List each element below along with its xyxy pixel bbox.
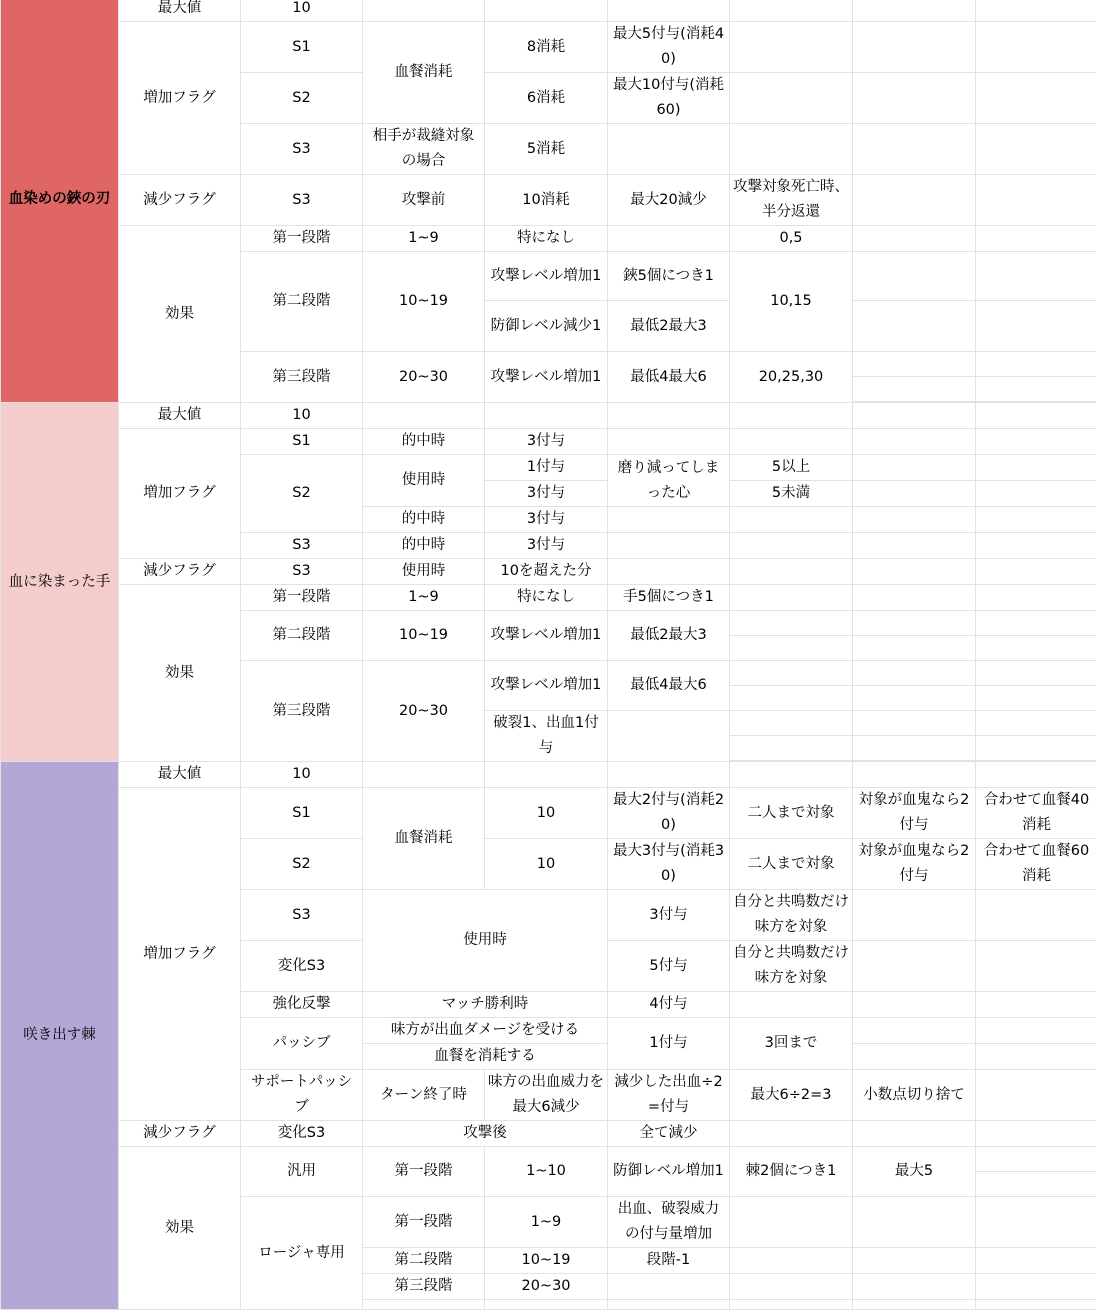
thorn-hs3-val: 5付与 — [608, 941, 730, 992]
empty-cell — [730, 507, 853, 533]
blade-st1-label: 第一段階 — [241, 226, 363, 252]
empty-cell — [730, 22, 853, 73]
empty-cell — [730, 1197, 853, 1248]
thorn-s2-target: 二人まで対象 — [730, 839, 853, 890]
hand-s3-key: S3 — [241, 533, 363, 559]
empty-cell — [363, 403, 485, 429]
empty-cell — [976, 352, 1096, 377]
hand-s2-val-b: 3付与 — [485, 481, 608, 507]
empty-cell — [976, 890, 1096, 941]
thorn-passive-val: 1付与 — [608, 1018, 730, 1070]
empty-cell — [976, 455, 1096, 481]
empty-cell — [853, 226, 976, 252]
blade-st2-note2: 最低2最大3 — [608, 301, 730, 352]
empty-cell — [976, 611, 1096, 636]
empty-cell — [853, 1121, 976, 1147]
empty-cell — [730, 611, 853, 636]
thorn-counter-key: 強化反撃 — [241, 992, 363, 1018]
empty-cell — [853, 507, 976, 533]
empty-cell — [976, 1147, 1096, 1172]
empty-cell — [853, 175, 976, 226]
empty-cell — [976, 0, 1096, 22]
hand-st2-label: 第二段階 — [241, 611, 363, 661]
empty-cell — [730, 686, 853, 711]
empty-cell — [976, 1172, 1096, 1197]
hand-dec-val: 10を超えた分 — [485, 559, 608, 585]
thorn-passive-cond1: 味方が出血ダメージを受ける — [363, 1018, 608, 1044]
section-blade-name: 血染めの鋏の刃 — [1, 0, 119, 403]
hand-st1-label: 第一段階 — [241, 585, 363, 611]
empty-cell — [853, 890, 976, 941]
empty-cell — [853, 585, 976, 611]
empty-cell — [976, 941, 1096, 992]
empty-cell — [976, 22, 1096, 73]
blade-eff-label: 効果 — [119, 226, 241, 403]
empty-cell — [853, 736, 976, 761]
hand-s2-val-c: 3付与 — [485, 507, 608, 533]
blade-s3-cond: 相手が裁縫対象の場合 — [363, 124, 485, 175]
empty-cell — [976, 585, 1096, 611]
thorn-support-key: サポートパッシブ — [241, 1070, 363, 1121]
hand-st1-desc: 特になし — [485, 585, 608, 611]
blade-s2-cost: 6消耗 — [485, 73, 608, 124]
blade-dec-label: 減少フラグ — [119, 175, 241, 226]
hand-s2-cond-hit: 的中時 — [363, 507, 485, 533]
hand-s1-key: S1 — [241, 429, 363, 455]
empty-cell — [730, 1300, 853, 1310]
empty-cell — [976, 403, 1096, 429]
empty-cell — [608, 1300, 730, 1310]
thorn-max-label: 最大値 — [119, 762, 241, 788]
hand-s3-val: 3付与 — [485, 533, 608, 559]
empty-cell — [730, 636, 853, 661]
empty-cell — [730, 1121, 853, 1147]
empty-cell — [608, 1274, 730, 1300]
blade-s3-key: S3 — [241, 124, 363, 175]
empty-cell — [976, 124, 1096, 175]
empty-cell — [853, 711, 976, 736]
hand-s1-cond: 的中時 — [363, 429, 485, 455]
thorn-dec-cond: 攻撃後 — [363, 1121, 608, 1147]
thorn-s1-cond: 血餐消耗 — [363, 788, 485, 890]
blade-st3-vals: 20,25,30 — [730, 352, 853, 403]
thorn-s2-note: 最大3付与(消耗30) — [608, 839, 730, 890]
empty-cell — [976, 1248, 1096, 1274]
hand-dec-key: S3 — [241, 559, 363, 585]
thorn-support-desc: 味方の出血威力を最大6減少 — [485, 1070, 608, 1121]
empty-cell — [976, 73, 1096, 124]
empty-cell — [976, 301, 1096, 352]
thorn-s1-target: 二人まで対象 — [730, 788, 853, 839]
hand-eff-label: 効果 — [119, 585, 241, 762]
thorn-s2-cost: 10 — [485, 839, 608, 890]
hand-max-value: 10 — [241, 403, 363, 429]
empty-cell — [730, 736, 853, 761]
empty-cell — [976, 1274, 1096, 1300]
empty-cell — [730, 429, 853, 455]
empty-cell — [853, 611, 976, 636]
empty-cell — [853, 992, 976, 1018]
empty-cell — [853, 252, 976, 301]
empty-cell — [608, 0, 730, 22]
empty-cell — [608, 711, 730, 762]
thorn-rodya-label: ロージャ専用 — [241, 1197, 363, 1310]
empty-cell — [608, 762, 730, 788]
empty-cell — [853, 0, 976, 22]
empty-cell — [853, 73, 976, 124]
empty-cell — [976, 1018, 1096, 1044]
blade-st1-vals: 0,5 — [730, 226, 853, 252]
thorn-rodya-st2-desc: 段階-1 — [608, 1248, 730, 1274]
hand-s2-key: S2 — [241, 455, 363, 533]
blade-st3-desc: 攻撃レベル増加1 — [485, 352, 608, 403]
hand-dec-cond: 使用時 — [363, 559, 485, 585]
hand-st1-range: 1~9 — [363, 585, 485, 611]
hand-st3-range: 20~30 — [363, 661, 485, 762]
empty-cell — [363, 762, 485, 788]
thorn-s3-note: 自分と共鳴数だけ味方を対象 — [730, 890, 853, 941]
empty-cell — [853, 1018, 976, 1044]
empty-cell — [730, 1248, 853, 1274]
thorn-rodya-st3-range: 20~30 — [485, 1274, 608, 1300]
empty-cell — [853, 301, 976, 352]
thorn-s3-cond: 使用時 — [363, 890, 608, 992]
hand-s2-buff: 磨り減ってしまった心 — [608, 455, 730, 507]
empty-cell — [730, 0, 853, 22]
thorn-rodya-st1-desc: 出血、破裂威力の付与量増加 — [608, 1197, 730, 1248]
blade-st2-range: 10~19 — [363, 252, 485, 352]
blade-dec-note: 最大20減少 — [608, 175, 730, 226]
hand-s2-lim-b: 5未満 — [730, 481, 853, 507]
empty-cell — [853, 429, 976, 455]
empty-cell — [608, 403, 730, 429]
empty-cell — [485, 0, 608, 22]
blade-st2-vals: 10,15 — [730, 252, 853, 352]
thorn-s3-key: S3 — [241, 890, 363, 941]
empty-cell — [853, 1044, 976, 1070]
empty-cell — [853, 1248, 976, 1274]
empty-cell — [363, 0, 485, 22]
blade-dec-extra: 攻撃対象死亡時、半分返還 — [730, 175, 853, 226]
empty-cell — [853, 403, 976, 429]
hand-st3-note1: 最低4最大6 — [608, 661, 730, 711]
empty-cell — [730, 711, 853, 736]
empty-cell — [976, 1300, 1096, 1310]
empty-cell — [730, 124, 853, 175]
thorn-hs3-key: 変化S3 — [241, 941, 363, 992]
blade-st3-label: 第三段階 — [241, 352, 363, 403]
thorn-general-st: 第一段階 — [363, 1147, 485, 1197]
empty-cell — [853, 686, 976, 711]
empty-cell — [976, 377, 1096, 402]
blade-st2-desc1: 攻撃レベル増加1 — [485, 252, 608, 301]
empty-cell — [853, 559, 976, 585]
hand-st2-note: 最低2最大3 — [608, 611, 730, 661]
blade-s1-cond: 血餐消耗 — [363, 22, 485, 124]
thorn-eff-label: 効果 — [119, 1147, 241, 1310]
thorn-rodya-st2-range: 10~19 — [485, 1248, 608, 1274]
blade-max-label: 最大値 — [119, 0, 241, 22]
empty-cell — [608, 226, 730, 252]
hand-st3-label: 第三段階 — [241, 661, 363, 762]
empty-cell — [853, 636, 976, 661]
thorn-rodya-st2-label: 第二段階 — [363, 1248, 485, 1274]
blade-st2-note1: 鋏5個につき1 — [608, 252, 730, 301]
thorn-support-cond: ターン終了時 — [363, 1070, 485, 1121]
thorn-s2-total: 合わせて血餐60消耗 — [976, 839, 1096, 890]
empty-cell — [853, 1300, 976, 1310]
empty-cell — [730, 661, 853, 686]
empty-cell — [853, 941, 976, 992]
empty-cell — [853, 661, 976, 686]
empty-cell — [608, 124, 730, 175]
hand-st2-desc: 攻撃レベル増加1 — [485, 611, 608, 661]
empty-cell — [976, 175, 1096, 226]
empty-cell — [853, 377, 976, 402]
thorn-s1-cost: 10 — [485, 788, 608, 839]
thorn-general-note: 棘2個につき1 — [730, 1147, 853, 1197]
hand-s2-lim-a: 5以上 — [730, 455, 853, 481]
empty-cell — [730, 762, 853, 788]
thorn-passive-limit: 3回まで — [730, 1018, 853, 1070]
blade-dec-cost: 10消耗 — [485, 175, 608, 226]
empty-cell — [976, 252, 1096, 301]
hand-s3-cond: 的中時 — [363, 533, 485, 559]
empty-cell — [853, 762, 976, 788]
empty-cell — [976, 711, 1096, 736]
empty-cell — [853, 124, 976, 175]
empty-cell — [976, 533, 1096, 559]
blade-dec-cond: 攻撃前 — [363, 175, 485, 226]
thorn-general-desc: 防御レベル増加1 — [608, 1147, 730, 1197]
hand-s1-val: 3付与 — [485, 429, 608, 455]
blade-s1-cost: 8消耗 — [485, 22, 608, 73]
blade-s1-note: 最大5付与(消耗40) — [608, 22, 730, 73]
blade-st2-label: 第二段階 — [241, 252, 363, 352]
empty-cell — [608, 429, 730, 455]
empty-cell — [976, 686, 1096, 711]
empty-cell — [730, 73, 853, 124]
thorn-dec-label: 減少フラグ — [119, 1121, 241, 1147]
empty-cell — [853, 455, 976, 481]
thorn-s1-total: 合わせて血餐40消耗 — [976, 788, 1096, 839]
blade-st1-desc: 特になし — [485, 226, 608, 252]
empty-cell — [730, 403, 853, 429]
hand-s2-val-a: 1付与 — [485, 455, 608, 481]
empty-cell — [608, 533, 730, 559]
empty-cell — [853, 22, 976, 73]
thorn-dec-val: 全て減少 — [608, 1121, 730, 1147]
empty-cell — [976, 1044, 1096, 1070]
thorn-hs3-note: 自分と共鳴数だけ味方を対象 — [730, 941, 853, 992]
blade-s2-key: S2 — [241, 73, 363, 124]
thorn-counter-cond: マッチ勝利時 — [363, 992, 608, 1018]
blade-s1-key: S1 — [241, 22, 363, 73]
empty-cell — [730, 992, 853, 1018]
empty-cell — [853, 481, 976, 507]
thorn-s2-extra: 対象が血鬼なら2付与 — [853, 839, 976, 890]
empty-cell — [976, 992, 1096, 1018]
empty-cell — [976, 636, 1096, 661]
blade-st3-note: 最低4最大6 — [608, 352, 730, 403]
thorn-max-value: 10 — [241, 762, 363, 788]
empty-cell — [976, 481, 1096, 507]
thorn-support-calc: 減少した出血÷2=付与 — [608, 1070, 730, 1121]
blade-dec-key: S3 — [241, 175, 363, 226]
hand-dec-label: 減少フラグ — [119, 559, 241, 585]
thorn-s2-key: S2 — [241, 839, 363, 890]
hand-s2-cond-use: 使用時 — [363, 455, 485, 507]
thorn-inc-label: 増加フラグ — [119, 788, 241, 1121]
blade-s2-note: 最大10付与(消耗60) — [608, 73, 730, 124]
empty-cell — [485, 1300, 608, 1310]
blade-st1-range: 1~9 — [363, 226, 485, 252]
empty-cell — [976, 559, 1096, 585]
empty-cell — [976, 1070, 1096, 1121]
thorn-support-max: 最大6÷2=3 — [730, 1070, 853, 1121]
thorn-s1-note: 最大2付与(消耗20) — [608, 788, 730, 839]
hand-st3-desc2: 破裂1、出血1付与 — [485, 711, 608, 762]
thorn-passive-key: パッシブ — [241, 1018, 363, 1070]
thorn-general-range: 1~10 — [485, 1147, 608, 1197]
blade-st2-desc2: 防御レベル減少1 — [485, 301, 608, 352]
empty-cell — [976, 429, 1096, 455]
hand-max-label: 最大値 — [119, 403, 241, 429]
empty-cell — [853, 1274, 976, 1300]
empty-cell — [485, 762, 608, 788]
empty-cell — [608, 507, 730, 533]
empty-cell — [730, 559, 853, 585]
blade-st3-range: 20~30 — [363, 352, 485, 403]
thorn-support-round: 小数点切り捨て — [853, 1070, 976, 1121]
empty-cell — [853, 1197, 976, 1248]
blade-max-value: 10 — [241, 0, 363, 22]
blade-inc-label: 増加フラグ — [119, 22, 241, 175]
empty-cell — [976, 736, 1096, 761]
thorn-rodya-st1-range: 1~9 — [485, 1197, 608, 1248]
thorn-general-label: 汎用 — [241, 1147, 363, 1197]
hand-inc-label: 増加フラグ — [119, 429, 241, 559]
empty-cell — [853, 533, 976, 559]
thorn-s1-key: S1 — [241, 788, 363, 839]
hand-st3-desc1: 攻撃レベル増加1 — [485, 661, 608, 711]
thorn-dec-key: 変化S3 — [241, 1121, 363, 1147]
empty-cell — [976, 661, 1096, 686]
empty-cell — [976, 507, 1096, 533]
section-thorn-name: 咲き出す棘 — [1, 762, 119, 1310]
empty-cell — [363, 1300, 485, 1310]
empty-cell — [976, 1121, 1096, 1147]
empty-cell — [730, 1274, 853, 1300]
empty-cell — [730, 585, 853, 611]
hand-st1-note: 手5個につき1 — [608, 585, 730, 611]
hand-st2-range: 10~19 — [363, 611, 485, 661]
blade-s3-cost: 5消耗 — [485, 124, 608, 175]
empty-cell — [976, 1197, 1096, 1248]
section-hand-name: 血に染まった手 — [1, 403, 119, 762]
empty-cell — [853, 352, 976, 377]
empty-cell — [976, 226, 1096, 252]
empty-cell — [976, 762, 1096, 788]
thorn-passive-cond2: 血餐を消耗する — [363, 1044, 608, 1070]
thorn-general-max: 最大5 — [853, 1147, 976, 1197]
thorn-counter-val: 4付与 — [608, 992, 730, 1018]
thorn-rodya-st1-label: 第一段階 — [363, 1197, 485, 1248]
empty-cell — [608, 559, 730, 585]
thorn-s3-val: 3付与 — [608, 890, 730, 941]
empty-cell — [730, 533, 853, 559]
empty-cell — [485, 403, 608, 429]
thorn-rodya-st3-label: 第三段階 — [363, 1274, 485, 1300]
thorn-s1-extra: 対象が血鬼なら2付与 — [853, 788, 976, 839]
